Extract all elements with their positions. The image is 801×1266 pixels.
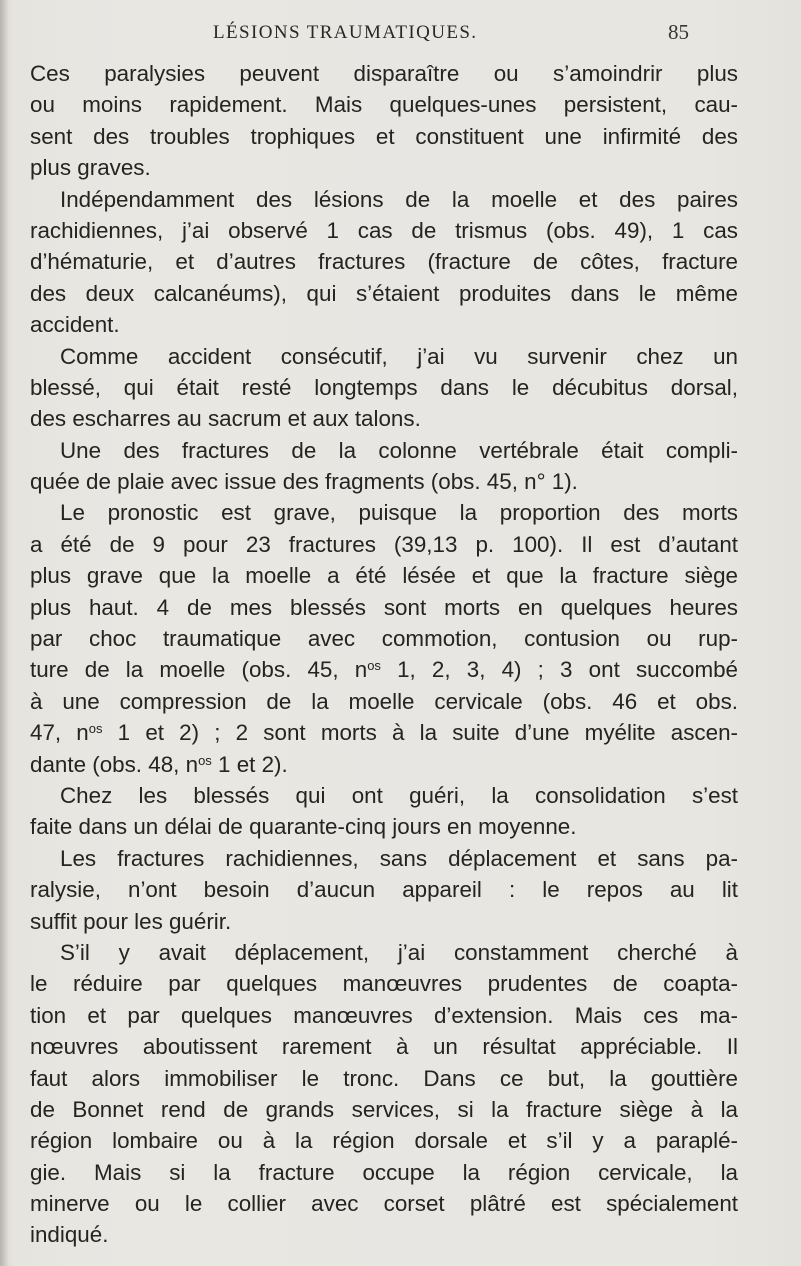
text-line: sent des troubles trophiques et constituent une infirmité des <box>30 123 738 149</box>
page-number: 85 <box>668 20 689 44</box>
text-line <box>30 654 738 685</box>
text-line: Indépendamment des lésions de la moelle et des paires <box>60 186 738 212</box>
text-line: Ces paralysies peuvent disparaître ou s’amoindrir plus <box>30 61 738 86</box>
text-line: plus graves. <box>30 155 151 181</box>
text-line: suffit pour les guérir. <box>30 908 232 934</box>
text-line: de Bonnet rend de grands services, si la fracture siège à la <box>30 1096 738 1122</box>
superscript: os <box>88 721 103 737</box>
text-line: plus haut. 4 de mes blessés sont morts en quelques heures <box>30 594 738 620</box>
text-line: Une des fractures de la colonne vertébrale était compli- <box>60 437 738 463</box>
text-line: a été de 9 pour 23 fractures (39,13 p. 100). Il est d’autant <box>30 531 738 557</box>
text-line: blessé, qui était resté longtemps dans le décubitus dorsal, <box>30 374 738 400</box>
text-line: le réduire par quelques manœuvres prudentes de coapta- <box>30 971 738 997</box>
superscript: os <box>367 658 381 674</box>
superscript: os <box>198 752 212 768</box>
text-line: Les fractures rachidiennes, sans déplacement et sans pa- <box>60 845 738 871</box>
text-run: dante (obs. 48, n <box>30 751 199 777</box>
text-line: des deux calcanéums), qui s’étaient produites dans le même <box>30 280 738 306</box>
body-text <box>30 58 738 1251</box>
text-run: 1, 2, 3, 4) ; 3 ont succombé <box>380 657 738 683</box>
text-run: 1 et 2) ; 2 sont morts à la suite d’une myélite ascen- <box>102 720 738 746</box>
text-line: par choc traumatique avec commotion, contusion ou rup- <box>30 626 738 652</box>
text-line: ou moins rapidement. Mais quelques-unes persistent, cau- <box>30 92 738 118</box>
text-line: faut alors immobiliser le tronc. Dans ce but, la gouttière <box>30 1065 738 1091</box>
text-line: minerve ou le collier avec corset plâtré est spécialement <box>30 1191 738 1217</box>
text-line: S’il y avait déplacement, j’ai constamment cherché à <box>60 939 738 965</box>
text-line: faite dans un délai de quarante-cinq jours en moyenne. <box>30 814 577 840</box>
text-line <box>30 717 738 748</box>
running-header <box>0 22 801 48</box>
text-line: à une compression de la moelle cervicale (obs. 46 et obs. <box>30 688 738 714</box>
text-line: indiqué. <box>30 1222 109 1248</box>
text-line: Chez les blessés qui ont guéri, la consolidation s’est <box>60 782 738 808</box>
text-line: plus grave que la moelle a été lésée et que la fracture siège <box>30 563 738 589</box>
text-run: 47, n <box>30 720 89 746</box>
text-run: ture de la moelle (obs. 45, n <box>30 657 368 683</box>
text-line: région lombaire ou à la région dorsale et s’il y a paraplé- <box>30 1128 738 1154</box>
text-line: tion et par quelques manœuvres d’extension. Mais ces ma- <box>30 1002 738 1028</box>
text-line: ralysie, n’ont besoin d’aucun appareil : le repos au lit <box>30 877 738 903</box>
page-gutter-shadow <box>0 0 9 1266</box>
text-line: Le pronostic est grave, puisque la proportion des morts <box>60 500 738 526</box>
text-line: gie. Mais si la fracture occupe la région cervicale, la <box>30 1159 738 1185</box>
text-line <box>30 749 738 780</box>
text-line: rachidiennes, j’ai observé 1 cas de trismus (obs. 49), 1 cas <box>30 217 738 243</box>
running-title: LÉSIONS TRAUMATIQUES. <box>213 22 478 43</box>
text-line: des escharres au sacrum et aux talons. <box>30 406 421 432</box>
text-line: nœuvres aboutissent rarement à un résultat appréciable. Il <box>30 1034 738 1060</box>
text-line: d’hématurie, et d’autres fractures (fracture de côtes, fracture <box>30 249 738 275</box>
text-line: quée de plaie avec issue des fragments (obs. 45, n° 1). <box>30 469 578 495</box>
text-line: Comme accident consécutif, j’ai vu survenir chez un <box>60 343 738 369</box>
text-line: accident. <box>30 312 120 338</box>
text-run: 1 et 2). <box>211 751 288 777</box>
